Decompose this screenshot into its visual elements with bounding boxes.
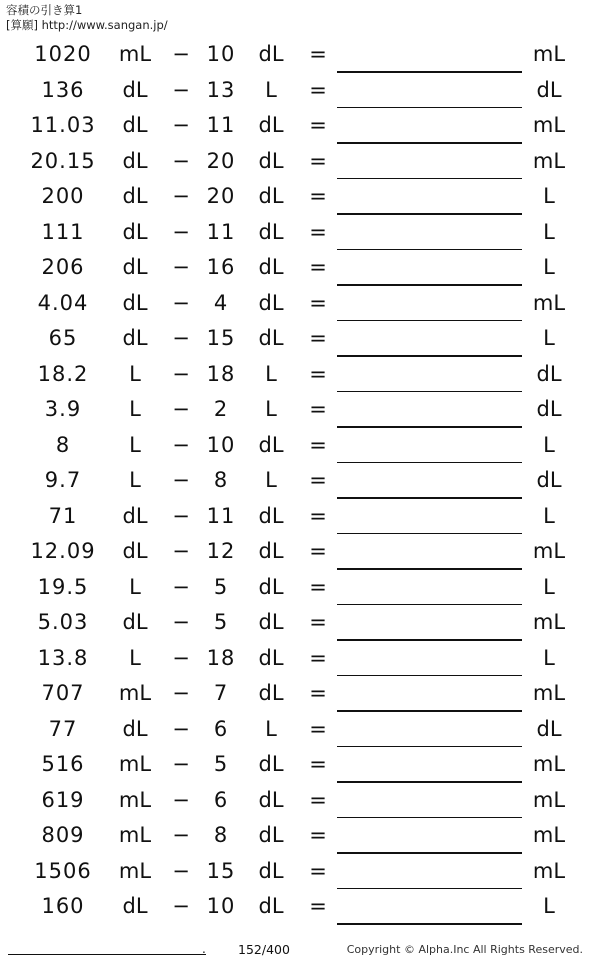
subtrahend-unit: L: [265, 77, 277, 102]
minus-sign: −: [172, 361, 190, 386]
minus-sign: −: [172, 681, 190, 705]
equals-sign: =: [309, 787, 327, 812]
answer-blank-line[interactable]: [337, 568, 522, 570]
minus-sign: −: [172, 716, 190, 741]
subtrahend-value: 20: [206, 184, 236, 208]
equals-sign: =: [309, 290, 327, 315]
answer-unit: mL: [532, 113, 566, 137]
problem-row: [0, 500, 600, 536]
answer-blank-line[interactable]: [337, 213, 522, 215]
equals-sign: =: [309, 645, 327, 670]
problem-row: [0, 642, 600, 678]
problem-row: [0, 38, 600, 74]
equals-sign: =: [309, 77, 327, 102]
worksheet-source-url[interactable]: [算願] http://www.sangan.jp/: [6, 18, 168, 32]
minuend-unit: dL: [122, 716, 148, 741]
minus-sign: −: [172, 823, 190, 847]
minus-sign: −: [172, 787, 190, 812]
subtrahend-unit: L: [265, 716, 277, 741]
minuend-unit: mL: [118, 681, 152, 705]
answer-blank-line[interactable]: [337, 533, 522, 535]
subtrahend-unit: dL: [258, 645, 284, 670]
equals-sign: =: [309, 610, 327, 634]
minus-sign: −: [172, 752, 190, 776]
minuend-unit: mL: [118, 858, 152, 883]
minuend-unit: dL: [122, 326, 148, 350]
answer-blank-line[interactable]: [337, 710, 522, 712]
subtrahend-value: 13: [206, 77, 236, 102]
minuend-value: 20.15: [30, 148, 96, 173]
equals-sign: =: [309, 148, 327, 173]
subtrahend-unit: dL: [258, 290, 284, 315]
answer-unit: mL: [532, 610, 566, 634]
answer-unit: mL: [532, 42, 566, 66]
equals-sign: =: [309, 219, 327, 244]
minus-sign: −: [172, 113, 190, 137]
subtrahend-value: 6: [213, 787, 229, 812]
answer-blank-line[interactable]: [337, 355, 522, 357]
minuend-unit: dL: [122, 503, 148, 528]
answer-unit: mL: [532, 787, 566, 812]
minuend-value: 1020: [34, 42, 92, 66]
equals-sign: =: [309, 823, 327, 847]
subtrahend-value: 15: [206, 858, 236, 883]
minuend-value: 12.09: [30, 539, 96, 563]
equals-sign: =: [309, 42, 327, 66]
subtrahend-unit: dL: [258, 681, 284, 705]
page-number: 152/400: [238, 942, 290, 957]
equals-sign: =: [309, 574, 327, 599]
problem-row: [0, 464, 600, 500]
subtrahend-unit: dL: [258, 539, 284, 563]
equals-sign: =: [309, 894, 327, 918]
minus-sign: −: [172, 539, 190, 563]
subtrahend-unit: dL: [258, 503, 284, 528]
minuend-unit: L: [129, 361, 141, 386]
answer-unit: L: [543, 432, 555, 457]
answer-unit: L: [543, 255, 555, 279]
minuend-value: 8: [55, 432, 71, 457]
minuend-unit: dL: [122, 255, 148, 279]
worksheet-title: 容積の引き算1: [6, 3, 83, 17]
minuend-value: 136: [41, 77, 85, 102]
minuend-unit: dL: [122, 219, 148, 244]
subtrahend-unit: dL: [258, 42, 284, 66]
minus-sign: −: [172, 610, 190, 634]
subtrahend-value: 5: [213, 610, 229, 634]
equals-sign: =: [309, 468, 327, 492]
subtrahend-value: 4: [213, 290, 229, 315]
answer-blank-line[interactable]: [337, 781, 522, 783]
answer-unit: mL: [532, 858, 566, 883]
minuend-value: 619: [41, 787, 85, 812]
subtrahend-unit: dL: [258, 752, 284, 776]
answer-blank-line[interactable]: [337, 249, 522, 251]
subtrahend-unit: dL: [258, 184, 284, 208]
subtrahend-value: 10: [206, 894, 236, 918]
equals-sign: =: [309, 432, 327, 457]
answer-unit: mL: [532, 148, 566, 173]
answer-unit: dL: [536, 716, 562, 741]
answer-unit: L: [543, 894, 555, 918]
minuend-unit: dL: [122, 539, 148, 563]
subtrahend-unit: dL: [258, 610, 284, 634]
minuend-unit: dL: [122, 113, 148, 137]
answer-unit: dL: [536, 77, 562, 102]
minuend-value: 206: [41, 255, 85, 279]
answer-unit: mL: [532, 681, 566, 705]
minuend-unit: mL: [118, 787, 152, 812]
subtrahend-unit: dL: [258, 787, 284, 812]
answer-blank-line[interactable]: [337, 639, 522, 641]
minuend-value: 19.5: [37, 574, 89, 599]
minuend-value: 77: [48, 716, 78, 741]
problem-row: [0, 145, 600, 181]
problem-row: [0, 677, 600, 713]
minus-sign: −: [172, 326, 190, 350]
minus-sign: −: [172, 645, 190, 670]
minuend-unit: dL: [122, 184, 148, 208]
answer-blank-line[interactable]: [337, 497, 522, 499]
minuend-value: 5.03: [37, 610, 89, 634]
answer-unit: L: [543, 219, 555, 244]
minus-sign: −: [172, 184, 190, 208]
equals-sign: =: [309, 716, 327, 741]
minus-sign: −: [172, 219, 190, 244]
problem-list: [0, 38, 600, 926]
answer-blank-line[interactable]: [337, 391, 522, 393]
problem-row: [0, 358, 600, 394]
subtrahend-unit: dL: [258, 255, 284, 279]
problem-row: [0, 748, 600, 784]
subtrahend-unit: dL: [258, 219, 284, 244]
minuend-value: 707: [41, 681, 85, 705]
minus-sign: −: [172, 858, 190, 883]
subtrahend-value: 6: [213, 716, 229, 741]
problem-row: [0, 180, 600, 216]
minus-sign: −: [172, 77, 190, 102]
problem-row: [0, 890, 600, 926]
subtrahend-value: 11: [206, 219, 236, 244]
problem-row: [0, 393, 600, 429]
minuend-unit: dL: [122, 77, 148, 102]
footer-dot: .: [202, 942, 206, 956]
minuend-unit: dL: [122, 894, 148, 918]
subtrahend-unit: dL: [258, 432, 284, 457]
subtrahend-value: 10: [206, 432, 236, 457]
answer-blank-line[interactable]: [337, 71, 522, 73]
problem-row: [0, 713, 600, 749]
minuend-value: 809: [41, 823, 85, 847]
minuend-value: 11.03: [30, 113, 96, 137]
minuend-value: 160: [41, 894, 85, 918]
subtrahend-unit: dL: [258, 823, 284, 847]
problem-row: [0, 109, 600, 145]
worksheet-header: [6, 3, 168, 33]
problem-row: [0, 251, 600, 287]
subtrahend-unit: dL: [258, 113, 284, 137]
answer-blank-line[interactable]: [337, 462, 522, 464]
answer-blank-line[interactable]: [337, 675, 522, 677]
minuend-value: 3.9: [44, 397, 82, 421]
answer-unit: L: [543, 326, 555, 350]
minus-sign: −: [172, 894, 190, 918]
minuend-value: 9.7: [44, 468, 82, 492]
subtrahend-value: 12: [206, 539, 236, 563]
minus-sign: −: [172, 432, 190, 457]
answer-blank-line[interactable]: [337, 142, 522, 144]
subtrahend-unit: dL: [258, 894, 284, 918]
minuend-unit: L: [129, 468, 141, 492]
subtrahend-value: 5: [213, 574, 229, 599]
subtrahend-value: 16: [206, 255, 236, 279]
subtrahend-unit: dL: [258, 326, 284, 350]
minus-sign: −: [172, 42, 190, 66]
minuend-unit: dL: [122, 290, 148, 315]
subtrahend-unit: L: [265, 397, 277, 421]
equals-sign: =: [309, 361, 327, 386]
minuend-value: 1506: [34, 858, 92, 883]
answer-unit: mL: [532, 290, 566, 315]
answer-unit: mL: [532, 752, 566, 776]
minus-sign: −: [172, 503, 190, 528]
subtrahend-unit: dL: [258, 574, 284, 599]
minus-sign: −: [172, 397, 190, 421]
answer-blank-line[interactable]: [337, 107, 522, 109]
subtrahend-value: 7: [213, 681, 229, 705]
minus-sign: −: [172, 148, 190, 173]
subtrahend-unit: L: [265, 361, 277, 386]
problem-row: [0, 784, 600, 820]
minuend-value: 516: [41, 752, 85, 776]
answer-blank-line[interactable]: [337, 746, 522, 748]
minus-sign: −: [172, 574, 190, 599]
subtrahend-value: 2: [213, 397, 229, 421]
answer-unit: dL: [536, 397, 562, 421]
problem-row: [0, 819, 600, 855]
answer-blank-line[interactable]: [337, 320, 522, 322]
subtrahend-value: 5: [213, 752, 229, 776]
answer-blank-line[interactable]: [337, 284, 522, 286]
subtrahend-value: 8: [213, 823, 229, 847]
equals-sign: =: [309, 503, 327, 528]
minuend-unit: L: [129, 574, 141, 599]
equals-sign: =: [309, 681, 327, 705]
answer-unit: L: [543, 184, 555, 208]
subtrahend-unit: dL: [258, 148, 284, 173]
subtrahend-value: 11: [206, 503, 236, 528]
minuend-value: 65: [48, 326, 78, 350]
subtrahend-unit: dL: [258, 858, 284, 883]
subtrahend-value: 20: [206, 148, 236, 173]
problem-row: [0, 535, 600, 571]
answer-unit: mL: [532, 823, 566, 847]
minuend-value: 4.04: [37, 290, 89, 315]
minuend-unit: dL: [122, 610, 148, 634]
problem-row: [0, 322, 600, 358]
minus-sign: −: [172, 468, 190, 492]
answer-blank-line[interactable]: [337, 178, 522, 180]
problem-row: [0, 571, 600, 607]
minuend-unit: L: [129, 432, 141, 457]
subtrahend-value: 8: [213, 468, 229, 492]
answer-blank-line[interactable]: [337, 888, 522, 890]
answer-blank-line[interactable]: [337, 817, 522, 819]
problem-row: [0, 216, 600, 252]
answer-blank-line[interactable]: [337, 426, 522, 428]
equals-sign: =: [309, 539, 327, 563]
footer-name-line: [8, 954, 206, 955]
minuend-value: 18.2: [37, 361, 89, 386]
equals-sign: =: [309, 113, 327, 137]
minuend-unit: mL: [118, 823, 152, 847]
subtrahend-value: 18: [206, 645, 236, 670]
minus-sign: −: [172, 255, 190, 279]
answer-unit: mL: [532, 539, 566, 563]
equals-sign: =: [309, 858, 327, 883]
subtrahend-value: 18: [206, 361, 236, 386]
answer-unit: L: [543, 503, 555, 528]
equals-sign: =: [309, 752, 327, 776]
answer-blank-line[interactable]: [337, 852, 522, 854]
minuend-value: 111: [41, 219, 85, 244]
answer-unit: dL: [536, 361, 562, 386]
subtrahend-value: 15: [206, 326, 236, 350]
footer: [0, 938, 600, 962]
problem-row: [0, 606, 600, 642]
minuend-unit: mL: [118, 42, 152, 66]
problem-row: [0, 855, 600, 891]
problem-row: [0, 429, 600, 465]
equals-sign: =: [309, 184, 327, 208]
minuend-unit: dL: [122, 148, 148, 173]
answer-unit: L: [543, 645, 555, 670]
subtrahend-value: 10: [206, 42, 236, 66]
answer-unit: dL: [536, 468, 562, 492]
minuend-value: 71: [48, 503, 78, 528]
subtrahend-value: 11: [206, 113, 236, 137]
equals-sign: =: [309, 255, 327, 279]
minuend-value: 13.8: [37, 645, 89, 670]
answer-unit: L: [543, 574, 555, 599]
equals-sign: =: [309, 397, 327, 421]
problem-row: [0, 287, 600, 323]
problem-row: [0, 74, 600, 110]
minuend-unit: L: [129, 645, 141, 670]
minuend-unit: L: [129, 397, 141, 421]
copyright-notice: Copyright © Alpha.Inc All Rights Reserved.: [346, 943, 583, 956]
subtrahend-unit: L: [265, 468, 277, 492]
minuend-unit: mL: [118, 752, 152, 776]
minuend-value: 200: [41, 184, 85, 208]
answer-blank-line[interactable]: [337, 923, 522, 925]
equals-sign: =: [309, 326, 327, 350]
minus-sign: −: [172, 290, 190, 315]
answer-blank-line[interactable]: [337, 604, 522, 606]
